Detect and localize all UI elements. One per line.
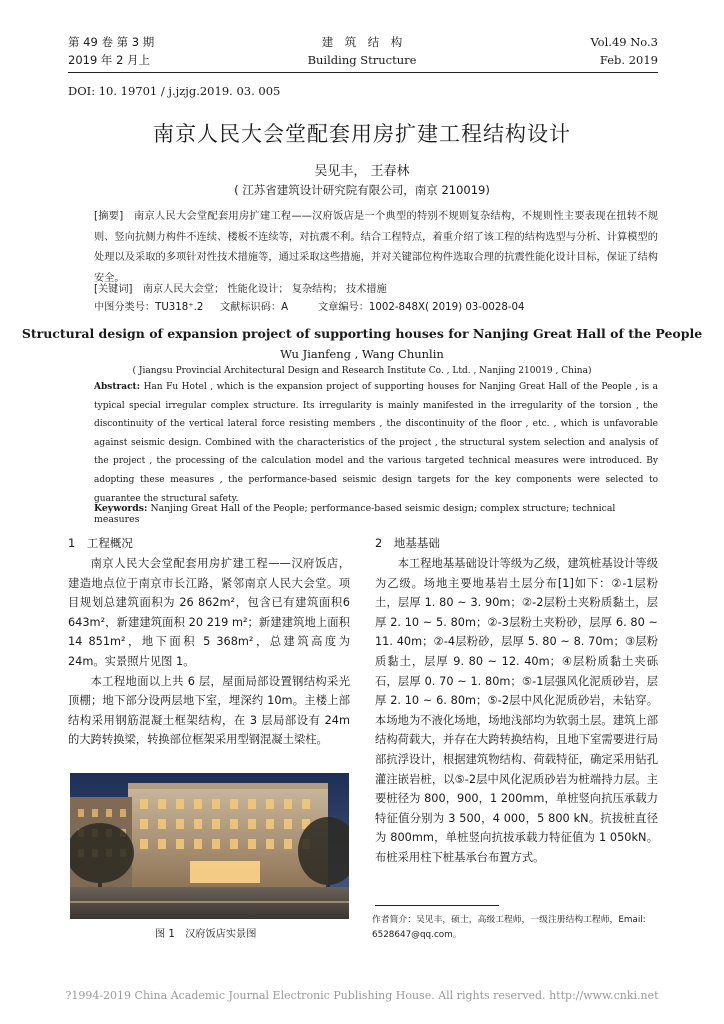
journal-name-zh: 建 筑 结 构	[321, 35, 403, 49]
article-number: 文章编号：1002-848X( 2019) 03-0028-04	[318, 302, 525, 313]
paragraph: 南京人民大会堂配套用房扩建工程——汉府饭店，建造地点位于南京市长江路，紧邻南京人民大会堂。项目规划总建筑面积为 26 862m²，包含已有建筑面积6 643m²，新建建筑面积 20 219 m²；新建建筑地上面积14 851m²，地下面积 5 368m²，总建筑高度为 24m。实景照片见图 1。	[68, 557, 350, 668]
date-label-zh: 2019 年 2 月上	[68, 53, 151, 67]
paper-title-en: Structural design of expansion project of supporting houses for Nanjing Great Hall of the People	[21, 326, 703, 341]
paragraph: 本工程地基基础设计等级为乙级，建筑桩基设计等级为乙级。场地主要地基岩土层分布[1]如下：②-1层粉土，层厚 1. 80 ~ 3. 90m；②-2层粉土夹粉质黏土，层厚 2. 10 ~ 5. 80m；②-3层粉土夹粉砂，层厚 6. 80 ~ 11. 40m；②-4层粉砂，层厚 5. 80 ~ 8. 70m；③层粉质黏土，层厚 9. 80 ~ 12. 40m；④层粉质黏土夹砾石，层厚 0. 70 ~ 1. 80m；⑤-1层强风化泥质砂岩，层厚 2. 10 ~ 6. 80m；⑤-2层中风化泥质砂岩，未钻穿。本场地为不液化场地，场地浅部均为软弱土层。建筑上部结构荷载大，并存在大跨转换结构，且地下室需要进行局部抗浮设计，根据建筑物结构、荷载特征，确定采用钻孔灌注嵌岩桩，以⑤-2层中风化泥质砂岩为桩端持力层。主要桩径为 800，900，1 200mm，单桩竖向抗压承载力特征值分别为 3 500，4 000，5 800 kN。抗拔桩直径为 800mm，单桩竖向抗拔承载力特征值为 1 050kN。布桩采用柱下桩基承台布置方式。	[375, 557, 658, 864]
clc-number: 中图分类号：TU318⁺.2	[94, 302, 204, 313]
date-label-en: Feb. 2019	[599, 53, 658, 67]
header-rule	[68, 72, 658, 73]
paper-title-zh: 南京人民大会堂配套用房扩建工程结构设计	[153, 122, 571, 146]
volume-label-en: Vol.49 No.3	[590, 35, 658, 49]
keywords-zh: [关键词] 南京人民大会堂； 性能化设计； 复杂结构； 技术措施	[94, 284, 387, 295]
copyright-notice: ?1994-2019 China Academic Journal Electronic Publishing House. All rights reserved. http://www.cnki.net	[65, 989, 659, 1002]
affiliation-zh: ( 江苏省建筑设计研究院有限公司，南京 210019)	[234, 183, 490, 197]
section-1-heading: 1 工程概况	[68, 536, 133, 550]
keywords-en-text: Nanjing Great Hall of the People; performance-based seismic design; complex structure; technical measures	[94, 503, 616, 525]
keywords-en-label: Keywords:	[94, 503, 148, 514]
keywords-en	[94, 503, 658, 525]
paragraph: 本工程地面以上共 6 层，屋面局部设置钢结构采光顶棚；地下部分设两层地下室，埋深约 10m。主楼上部结构采用钢筋混凝土框架结构，在 3 层局部设有 24m 的大跨转换梁，转换部位框架采用型钢混凝土梁柱。	[68, 674, 350, 747]
abstract-en	[94, 378, 658, 508]
abstract-zh: [摘要] 南京人民大会堂配套用房扩建工程——汉府饭店是一个典型的特别不规则复杂结构，不规则性主要表现在扭转不规则、竖向抗侧力构件不连续、楼板不连续等，对抗震不利。结合工程特点，着重介绍了该工程的结构选型与分析、计算模型的处理以及采取的多项针对性技术措施等，通过采取这些措施，并对关键部位构件选取合理的抗震性能化设计目标，保证了结构安全。	[94, 211, 658, 284]
document-code: 文献标识码：A	[220, 302, 289, 313]
volume-label-zh: 第 49 卷 第 3 期	[68, 35, 155, 49]
figure-1-caption: 图 1 汉府饭店实景图	[155, 929, 257, 940]
section-1-body	[68, 554, 350, 750]
footnote-rule	[375, 905, 499, 906]
doi: DOI: 10. 19701 / j.jzjg.2019. 03. 005	[68, 84, 281, 98]
abstract-en-text: Han Fu Hotel , which is the expansion project of supporting houses for Nanjing Great Hall of the People , is a typical special irregular complex structure. Its irregularity is mainly manifested in the irregularity of the torsion , the discontinuity of the vertical lateral force resisting members , the discontinuity of the floor , etc. , which is unfavorable against seismic design. Combined with the characteristics of the project , the structural system selection and analysis of the project , the processing of the calculation model and the various targeted technical measures were introduced. By adopting these measures , the performance-based seismic design targets for the key components were selected to guarantee the structural safety.	[94, 382, 658, 504]
section-2-heading: 2 地基基础	[375, 536, 440, 550]
journal-name-en: Building Structure	[307, 53, 417, 67]
section-2-body	[375, 554, 658, 868]
authors-zh: 吴见丰， 王春林	[314, 164, 410, 179]
affiliation-en: ( Jiangsu Provincial Architectural Design and Research Institute Co. , Ltd. , Nanjing 210019 , China)	[132, 366, 592, 376]
authors-en: Wu Jianfeng , Wang Chunlin	[280, 347, 444, 361]
figure-1-photo	[70, 773, 349, 919]
abstract-en-label: Abstract:	[94, 382, 141, 392]
author-footnote: 作者简介：吴见丰，硕士，高级工程师，一级注册结构工程师，Email: 6528647@qq.com。	[372, 915, 646, 940]
